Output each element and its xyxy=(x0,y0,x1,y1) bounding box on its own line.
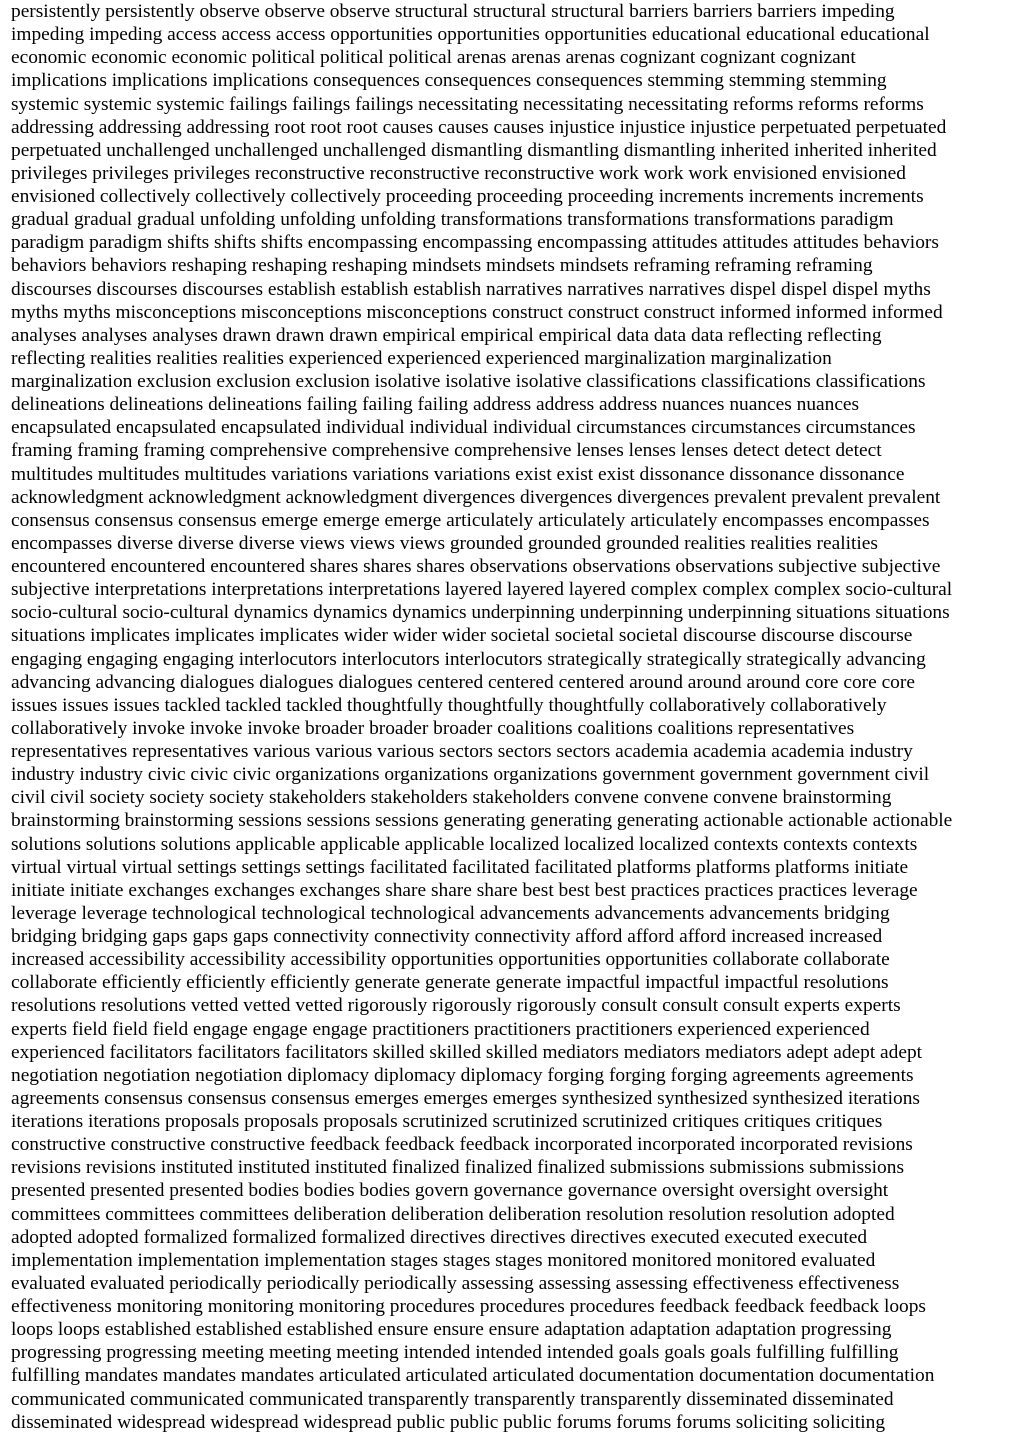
text-line-38: virtual virtual virtual settings settings settings facilitated facilitated facilitated platforms platforms platforms initiate xyxy=(11,856,909,878)
text-line-40: leverage leverage technological technological technological advancements advancements advancements bridging xyxy=(11,902,890,924)
text-line-17: marginalization exclusion exclusion exclusion isolative isolative isolative classifications classifications classifications xyxy=(11,371,926,392)
text-line-2: impeding impeding access access access opportunities opportunities opportunities educational educational educational xyxy=(11,24,930,46)
text-line-8: privileges privileges privileges reconstructive reconstructive reconstructive work work work envisioned envisioned xyxy=(11,162,906,184)
text-line-41: bridging bridging gaps gaps gaps connectivity connectivity connectivity afford afford afford increased increased xyxy=(11,926,883,947)
text-line-27: socio-cultural socio-cultural dynamics dynamics dynamics underpinning underpinning underpinning situations situations xyxy=(11,602,950,624)
text-line-22: acknowledgment acknowledgment acknowledgment divergences divergences divergences prevalent prevalent prevalent xyxy=(11,486,941,508)
text-line-35: civil civil society society society stakeholders stakeholders stakeholders convene convene convene brainstorming xyxy=(11,787,892,809)
text-line-59: progressing progressing meeting meeting meeting intended intended intended goals goals goals fulfilling fulfilling xyxy=(11,1342,899,1364)
text-line-10: gradual gradual gradual unfolding unfolding unfolding transformations transformations transformations paradigm xyxy=(11,209,894,231)
text-line-45: experts field field field engage engage engage practitioners practitioners practitioners experienced experienced xyxy=(11,1018,870,1040)
text-line-47: negotiation negotiation negotiation diplomacy diplomacy diplomacy forging forging forging agreements agreements xyxy=(11,1064,914,1086)
text-line-56: evaluated evaluated periodically periodically periodically assessing assessing assessing effectiveness effectiveness xyxy=(11,1272,900,1294)
text-line-32: collaboratively invoke invoke invoke broader broader broader coalitions coalitions coalitions representatives xyxy=(11,717,855,739)
text-line-24: encompasses diverse diverse diverse views views views grounded grounded grounded realities realities realities xyxy=(11,532,878,554)
text-line-42: increased accessibility accessibility accessibility opportunities opportunities opportunities collaborate collaborate xyxy=(11,949,890,971)
document-body xyxy=(11,0,1021,1434)
text-line-44: resolutions resolutions vetted vetted vetted rigorously rigorously rigorously consult consult consult experts experts xyxy=(11,995,901,1017)
text-line-50: constructive constructive constructive feedback feedback feedback incorporated incorporated incorporated revisions xyxy=(11,1134,913,1156)
text-line-55: implementation implementation implementation stages stages stages monitored monitored monitored evaluated xyxy=(11,1249,876,1271)
text-line-33: representatives representatives various various various sectors sectors sectors academia academia academia industry xyxy=(11,741,913,762)
text-line-29: engaging engaging engaging interlocutors interlocutors interlocutors strategically strategically strategically advancing xyxy=(11,648,926,670)
text-line-14: myths myths misconceptions misconceptions misconceptions construct construct construct informed informed informed xyxy=(11,301,943,323)
text-line-51: revisions revisions instituted instituted instituted finalized finalized finalized submissions submissions submissions xyxy=(11,1157,904,1179)
text-line-54: adopted adopted formalized formalized formalized directives directives directives executed executed executed xyxy=(11,1226,868,1248)
text-line-5: systemic systemic systemic failings failings failings necessitating necessitating necessitating reforms reforms reforms xyxy=(11,93,924,115)
text-line-28: situations implicates implicates implicates wider wider wider societal societal societal discourse discourse discourse xyxy=(11,625,913,647)
text-line-49: iterations iterations proposals proposals proposals scrutinized scrutinized scrutinized critiques critiques critiques xyxy=(11,1111,883,1132)
text-line-26: subjective interpretations interpretations interpretations layered layered layered complex complex complex socio-cultural xyxy=(11,579,953,601)
text-line-58: loops loops established established established ensure ensure ensure adaptation adaptation adaptation progressing xyxy=(11,1319,892,1341)
text-line-53: committees committees committees deliberation deliberation deliberation resolution resolution resolution adopted xyxy=(11,1203,895,1225)
text-line-18: delineations delineations delineations failing failing failing address address address nuances nuances nuances xyxy=(11,394,860,416)
text-line-15: analyses analyses analyses drawn drawn drawn empirical empirical empirical data data data reflecting reflecting xyxy=(11,324,882,346)
text-line-9: envisioned collectively collectively collectively proceeding proceeding proceeding increments increments increments xyxy=(11,186,924,207)
text-line-60: fulfilling mandates mandates mandates articulated articulated articulated documentation documentation documentation xyxy=(11,1365,935,1387)
text-line-6: addressing addressing addressing root root root causes causes causes injustice injustice injustice perpetuated perpetuated xyxy=(11,116,947,138)
text-line-23: consensus consensus consensus emerge emerge emerge articulately articulately articulately encompasses encompasses xyxy=(11,509,930,531)
text-line-34: industry industry civic civic civic organizations organizations organizations government government government civil xyxy=(11,764,930,786)
text-line-48: agreements consensus consensus consensus emerges emerges emerges synthesized synthesized synthesized iterations xyxy=(11,1087,920,1109)
text-line-11: paradigm paradigm shifts shifts shifts encompassing encompassing encompassing attitudes attitudes attitudes behaviors xyxy=(11,232,939,254)
text-line-16: reflecting realities realities realities experienced experienced experienced marginalization marginalization xyxy=(11,347,832,369)
text-line-30: advancing advancing dialogues dialogues dialogues centered centered centered around around around core core core xyxy=(11,671,915,693)
text-line-12: behaviors behaviors reshaping reshaping reshaping mindsets mindsets mindsets reframing reframing reframing xyxy=(11,255,873,277)
text-line-25: encountered encountered encountered shares shares shares observations observations observations subjective subjective xyxy=(11,556,941,577)
text-line-4: implications implications implications consequences consequences consequences stemming stemming stemming xyxy=(11,70,887,92)
text-line-13: discourses discourses discourses establish establish establish narratives narratives narratives dispel dispel dispel myths xyxy=(11,278,931,300)
text-line-21: multitudes multitudes multitudes variations variations variations exist exist exist dissonance dissonance dissonance xyxy=(11,463,905,485)
text-line-57: effectiveness monitoring monitoring monitoring procedures procedures procedures feedback feedback feedback loops xyxy=(11,1296,926,1317)
text-line-1: persistently persistently observe observe observe structural structural structural barriers barriers barriers impeding xyxy=(11,1,895,22)
text-line-46: experienced facilitators facilitators facilitators skilled skilled skilled mediators mediators mediators adept adept adept xyxy=(11,1041,923,1063)
text-line-52: presented presented presented bodies bodies bodies govern governance governance oversight oversight oversight xyxy=(11,1180,889,1202)
text-line-7: perpetuated unchallenged unchallenged unchallenged dismantling dismantling dismantling inherited inherited inherited xyxy=(11,139,937,161)
text-line-20: framing framing framing comprehensive comprehensive comprehensive lenses lenses lenses detect detect detect xyxy=(11,440,882,462)
text-line-39: initiate initiate exchanges exchanges exchanges share share share best best best practices practices practices leverage xyxy=(11,879,918,901)
text-line-43: collaborate efficiently efficiently efficiently generate generate generate impactful impactful impactful resolutions xyxy=(11,972,889,994)
text-line-31: issues issues issues tackled tackled tackled thoughtfully thoughtfully thoughtfully collaboratively collaboratively xyxy=(11,694,887,716)
text-line-62: disseminated widespread widespread widespread public public public forums forums forums soliciting soliciting xyxy=(11,1411,886,1433)
text-line-3: economic economic economic political political political arenas arenas arenas cognizant cognizant cognizant xyxy=(11,47,856,69)
text-line-61: communicated communicated communicated transparently transparently transparently disseminated disseminated xyxy=(11,1388,894,1410)
text-line-37: solutions solutions solutions applicable applicable applicable localized localized localized contexts contexts contexts xyxy=(11,833,918,855)
text-line-36: brainstorming brainstorming sessions sessions sessions generating generating generating actionable actionable actionable xyxy=(11,810,953,832)
text-line-19: encapsulated encapsulated encapsulated individual individual individual circumstances circumstances circumstances xyxy=(11,417,916,439)
